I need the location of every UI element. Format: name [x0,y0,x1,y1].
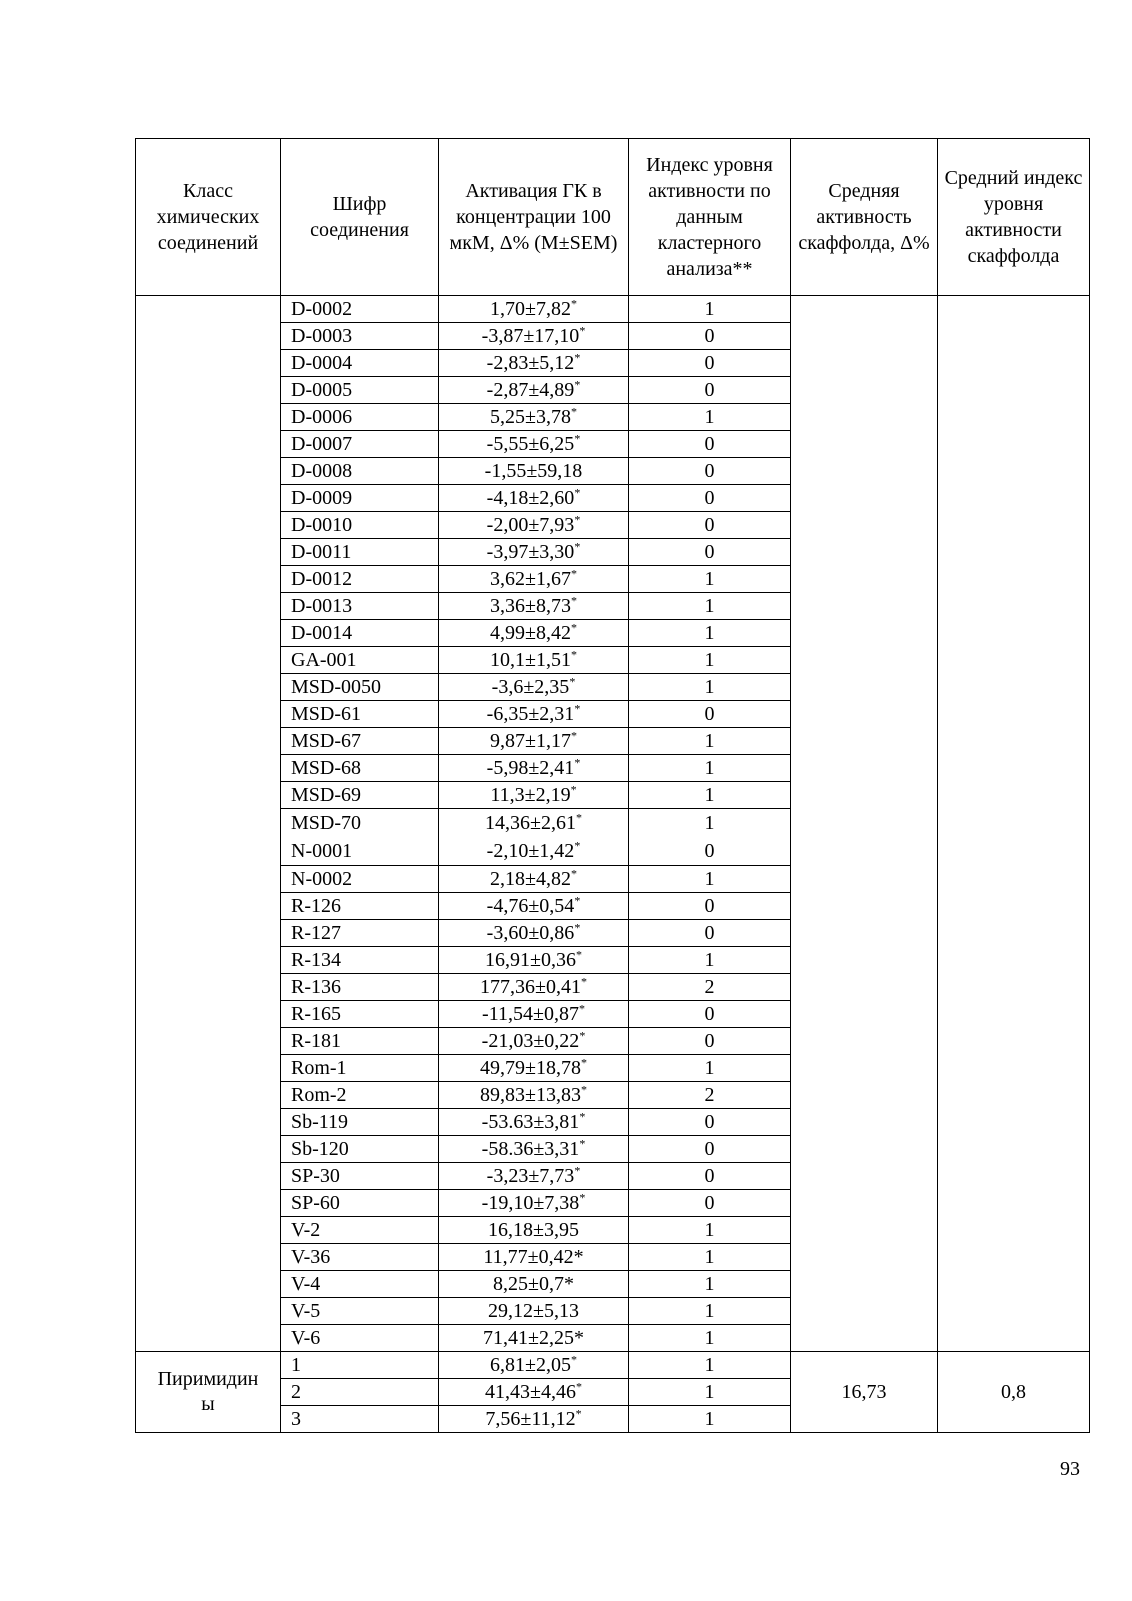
compound-code: D-0012 [281,566,439,593]
activation-text: -3,6±2,35 [491,676,570,698]
activation-value [439,1163,629,1190]
activation-text: -4,76±0,54 [486,895,575,917]
significance-mark: * [575,947,582,962]
activation-text: -21,03±0,22 [481,1030,580,1052]
class-cell-pyrimidines: Пиримидин ы [136,1352,281,1433]
class-cell-empty [136,296,281,1352]
activation-value [439,755,629,782]
compound-code: N-0002 [281,866,439,893]
significance-mark: * [570,728,577,743]
activation-text: 16,91±0,36 [485,949,576,971]
header-index: Индекс уровня активности по данным кластерного анализа** [629,139,791,296]
activation-value [439,1325,629,1352]
activation-text: 3,36±8,73 [490,595,571,617]
compound-code: MSD-68 [281,755,439,782]
compound-code: Sb-119 [281,1109,439,1136]
activation-text: -3,60±0,86 [486,922,575,944]
activity-index: 0 [629,1028,791,1055]
activity-index: 1 [629,1352,791,1379]
table-header [136,139,1090,296]
activation-text: 3,62±1,67 [490,568,571,590]
activation-text: 11,77±0,42* [483,1246,584,1268]
activity-index: 0 [629,539,791,566]
activation-value [439,974,629,1001]
compound-code: D-0010 [281,512,439,539]
compound-code: V-36 [281,1244,439,1271]
activation-value [439,674,629,701]
activation-value [439,1028,629,1055]
activity-index: 0 [629,1163,791,1190]
activity-index: 0 [629,920,791,947]
activity-index: 0 [629,512,791,539]
activity-index: 1 [629,1055,791,1082]
significance-mark: * [570,866,577,881]
compound-code: D-0004 [281,350,439,377]
activity-index: 1 [629,593,791,620]
activation-text: 2,18±4,82 [490,868,571,890]
activity-index: 1 [629,566,791,593]
activity-index-pair [629,809,791,866]
significance-mark: * [570,593,577,608]
significance-mark: * [574,838,581,853]
activity-index: 1 [629,647,791,674]
activity-index: 0 [629,1190,791,1217]
compound-code: 3 [281,1406,439,1433]
activity-index: 1 [629,947,791,974]
activation-text: -53.63±3,81 [481,1111,580,1133]
header-avg-index: Средний индекс уровня активности скаффолда [938,139,1090,296]
activity-index: 1 [629,866,791,893]
compound-code: D-0003 [281,323,439,350]
activity-index: 1 [629,296,791,323]
activation-value [439,647,629,674]
significance-mark: * [575,1379,582,1394]
significance-mark: * [574,755,581,770]
activation-value [439,431,629,458]
activity-index: 1 [629,1379,791,1406]
significance-mark: * [574,350,581,365]
activation-text: -3,97±3,30 [486,541,575,563]
compound-code: MSD-69 [281,782,439,809]
activation-value [439,1055,629,1082]
compound-code: R-181 [281,1028,439,1055]
significance-mark: * [570,1352,577,1367]
significance-mark: * [578,1001,585,1016]
activity-index: 0 [629,1001,791,1028]
activation-value [439,1136,629,1163]
activation-value [439,1298,629,1325]
activation-value [439,539,629,566]
activation-value [439,1082,629,1109]
activation-text: -11,54±0,87 [482,1003,579,1025]
activity-index: 2 [629,1082,791,1109]
compound-code: N-0001 [291,840,353,862]
activity-index: 0 [629,485,791,512]
activation-text: -6,35±2,31 [486,703,575,725]
compound-code: MSD-61 [281,701,439,728]
activation-text: 7,56±11,12 [485,1408,576,1430]
significance-mark: * [579,1136,586,1151]
compound-code: MSD-70 [291,812,362,834]
compound-code: V-4 [281,1271,439,1298]
activation-value [439,566,629,593]
activity-index: 1 [629,1325,791,1352]
significance-mark: * [570,647,577,662]
activation-value [439,893,629,920]
compound-code: Rom-2 [281,1082,439,1109]
compound-code: D-0008 [281,458,439,485]
activity-index: 1 [629,1406,791,1433]
activation-text: -3,23±7,73 [486,1165,575,1187]
significance-mark: * [574,431,581,446]
significance-mark: * [574,1163,581,1178]
activation-line [443,809,624,837]
activity-index: 1 [629,674,791,701]
activation-text: -2,00±7,93 [486,514,575,536]
significance-mark: * [579,1028,586,1043]
activation-value [439,728,629,755]
activation-text: 71,41±2,25* [483,1327,584,1349]
activation-value [439,404,629,431]
significance-mark: * [580,1055,587,1070]
table-body [136,296,1090,1433]
significance-mark: * [570,296,577,311]
table-row [136,1352,1090,1379]
activation-text: 29,12±5,13 [488,1300,579,1322]
activation-text: 8,25±0,7* [493,1273,574,1295]
significance-mark: * [574,485,581,500]
compound-code: D-0009 [281,485,439,512]
activation-value [439,1352,629,1379]
compound-code: D-0013 [281,593,439,620]
page-number: 93 [1060,1458,1080,1480]
significance-mark: * [570,566,577,581]
activation-value [439,1217,629,1244]
activation-text: -3,87±17,10 [481,325,580,347]
significance-mark: * [574,920,581,935]
activity-index: 1 [629,1217,791,1244]
activity-index: 0 [629,701,791,728]
activation-value [439,1001,629,1028]
compound-code: D-0011 [281,539,439,566]
compound-code: R-126 [281,893,439,920]
header-avg-activity: Средняя активность скаффолда, Δ% [791,139,938,296]
activity-index: 0 [704,840,715,862]
activity-index: 1 [629,404,791,431]
activation-text: 1,70±7,82 [490,298,571,320]
activation-value [439,620,629,647]
activation-value [439,458,629,485]
activity-index: 0 [629,1109,791,1136]
activation-text: 16,18±3,95 [488,1219,579,1241]
activation-value [439,485,629,512]
significance-mark: * [579,323,586,338]
activity-index: 1 [629,755,791,782]
significance-mark: * [574,539,581,554]
activation-value [439,701,629,728]
significance-mark: * [575,1406,582,1421]
compound-code: Sb-120 [281,1136,439,1163]
activity-index: 1 [629,1271,791,1298]
activity-index: 1 [629,1244,791,1271]
activity-index: 0 [629,323,791,350]
significance-mark: * [574,512,581,527]
avg-index-cell-empty [938,296,1090,1352]
compound-code: MSD-0050 [281,674,439,701]
header-activation: Активация ГК в концентрации 100 мкМ, Δ% (M±SEM) [439,139,629,296]
compound-code: D-0014 [281,620,439,647]
significance-mark: * [574,893,581,908]
significance-mark: * [570,620,577,635]
header-code: Шифр соединения [281,139,439,296]
activation-text: -5,55±6,25 [486,433,575,455]
compound-code: D-0005 [281,377,439,404]
activation-text: 6,81±2,05 [490,1354,571,1376]
activation-text: -58.36±3,31 [481,1138,580,1160]
compound-code: R-165 [281,1001,439,1028]
activation-value [439,1244,629,1271]
activation-text: -2,83±5,12 [486,352,575,374]
activation-text: 177,36±0,41 [480,976,581,998]
activity-index: 0 [629,350,791,377]
significance-mark: * [569,674,576,689]
activation-value [439,782,629,809]
significance-mark: * [579,1109,586,1124]
activation-text: 49,79±18,78 [480,1057,581,1079]
activation-text: 9,87±1,17 [490,730,571,752]
compound-code: R-134 [281,947,439,974]
activation-line [443,837,624,865]
avg-activity-pyrimidines: 16,73 [791,1352,938,1433]
activation-value [439,323,629,350]
significance-mark: * [570,782,577,797]
activity-index: 1 [629,620,791,647]
activation-text: -2,10±1,42 [486,840,575,862]
compound-code: GA-001 [281,647,439,674]
activation-value [439,296,629,323]
significance-mark: * [580,974,587,989]
compound-code: D-0007 [281,431,439,458]
significance-mark: * [575,810,582,825]
compound-code: V-5 [281,1298,439,1325]
activation-value [439,947,629,974]
activation-text: 89,83±13,83 [480,1084,581,1106]
activation-value-pair [439,809,629,866]
compound-code: V-6 [281,1325,439,1352]
activation-value [439,866,629,893]
activity-index: 2 [629,974,791,1001]
activity-index: 1 [629,782,791,809]
compound-code: MSD-67 [281,728,439,755]
activation-text: 14,36±2,61 [485,812,576,834]
table-row [136,296,1090,323]
significance-mark: * [570,404,577,419]
activity-index: 0 [629,893,791,920]
compound-code: D-0006 [281,404,439,431]
compound-code: Rom-1 [281,1055,439,1082]
activation-text: -2,87±4,89 [486,379,575,401]
compound-code: R-127 [281,920,439,947]
avg-activity-cell-empty [791,296,938,1352]
compound-code: SP-30 [281,1163,439,1190]
activity-index: 0 [629,377,791,404]
activation-text: -4,18±2,60 [486,487,575,509]
compound-code: V-2 [281,1217,439,1244]
activation-text: 5,25±3,78 [490,406,571,428]
compound-code: SP-60 [281,1190,439,1217]
activation-value [439,1109,629,1136]
activity-index: 0 [629,431,791,458]
significance-mark: * [580,1082,587,1097]
activation-text: -1,55±59,18 [484,460,583,482]
activation-text: 41,43±4,46 [485,1381,576,1403]
activation-value [439,350,629,377]
compound-code: R-136 [281,974,439,1001]
activity-index: 1 [629,1298,791,1325]
header-class: Класс химических соединений [136,139,281,296]
activity-index: 1 [704,812,715,834]
compound-code-pair [281,809,439,866]
significance-mark: * [579,1190,586,1205]
activation-text: -5,98±2,41 [486,757,575,779]
compound-code: 1 [281,1352,439,1379]
activation-value [439,1190,629,1217]
activity-index: 0 [629,1136,791,1163]
activation-text: 4,99±8,42 [490,622,571,644]
activation-value [439,1406,629,1433]
activation-text: 11,3±2,19 [490,784,571,806]
activation-value [439,1271,629,1298]
activation-value [439,1379,629,1406]
activation-value [439,512,629,539]
activation-value [439,920,629,947]
avg-index-pyrimidines: 0,8 [938,1352,1090,1433]
activity-index: 1 [629,728,791,755]
activation-text: -19,10±7,38 [481,1192,580,1214]
compound-code: 2 [281,1379,439,1406]
significance-mark: * [574,377,581,392]
activity-index: 0 [629,458,791,485]
compound-activity-table [135,138,1090,1433]
activation-value [439,377,629,404]
activation-text: 10,1±1,51 [490,649,571,671]
significance-mark: * [574,701,581,716]
compound-code: D-0002 [281,296,439,323]
activation-value [439,593,629,620]
